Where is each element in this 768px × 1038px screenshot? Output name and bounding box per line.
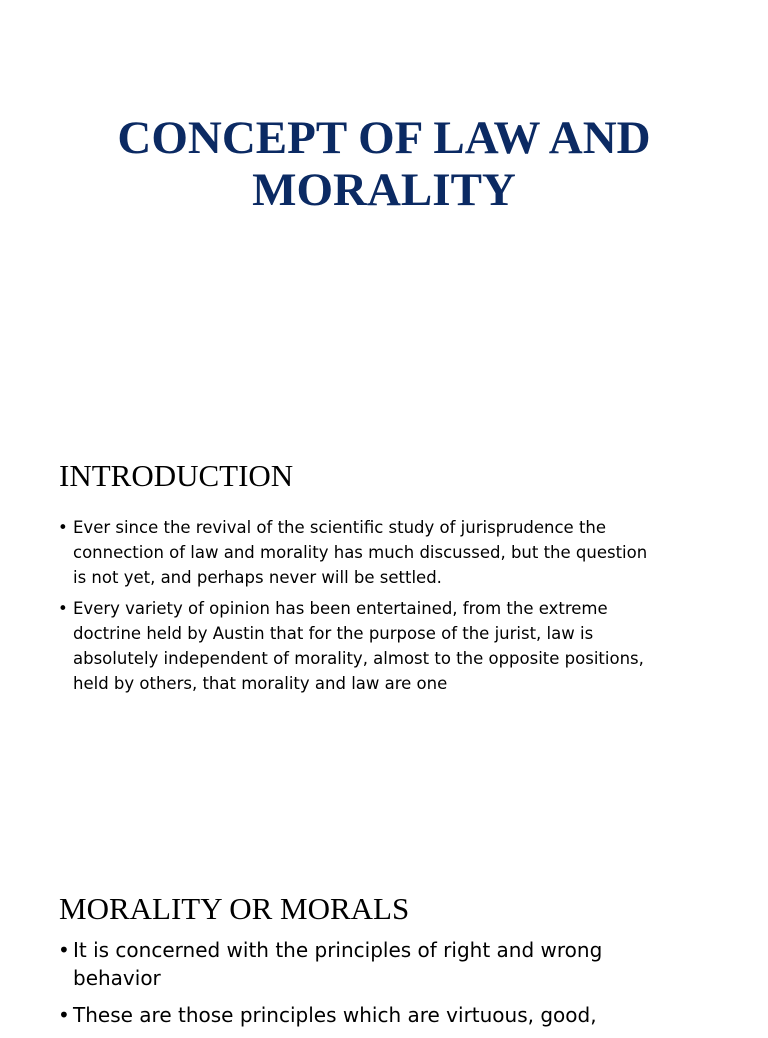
bullet-text-line: doctrine held by Austin that for the purpose of the jurist, law is [73,624,594,643]
bullet-point-icon: • [58,599,68,618]
slide-title [60,112,708,216]
morality-slide [0,864,768,1027]
bullet-text-line: held by others, that morality and law are one [73,674,448,693]
bullet-item [58,515,708,590]
bullet-text-line: It is concerned with the principles of right and wrong [73,938,603,962]
title-slide [0,0,768,432]
introduction-slide [0,432,768,864]
bullet-text-line: Every variety of opinion has been entertained, from the extreme [73,599,608,618]
bullet-text-line: behavior [73,966,161,990]
section-heading: INTRODUCTION [59,458,294,493]
slide-title-line: CONCEPT OF LAW AND [117,112,651,164]
bullet-list [58,515,708,702]
bullet-point-icon: • [58,518,68,537]
bullet-text-line: Ever since the revival of the scientific study of jurisprudence the [73,518,607,537]
section-heading: MORALITY OR MORALS [59,891,410,926]
bullet-item [58,596,708,696]
bullet-point-icon: • [58,1003,70,1027]
bullet-point-icon: • [58,938,70,962]
bullet-item [58,936,728,992]
bullet-list [58,936,728,1038]
bullet-text-line: connection of law and morality has much discussed, but the question [73,543,648,562]
bullet-item [58,1001,728,1029]
bullet-text-line: is not yet, and perhaps never will be settled. [73,568,442,587]
bullet-text-line: These are those principles which are virtuous, good, [73,1003,597,1027]
bullet-text-line: absolutely independent of morality, almost to the opposite positions, [73,649,644,668]
slide-title-line: MORALITY [252,164,516,216]
